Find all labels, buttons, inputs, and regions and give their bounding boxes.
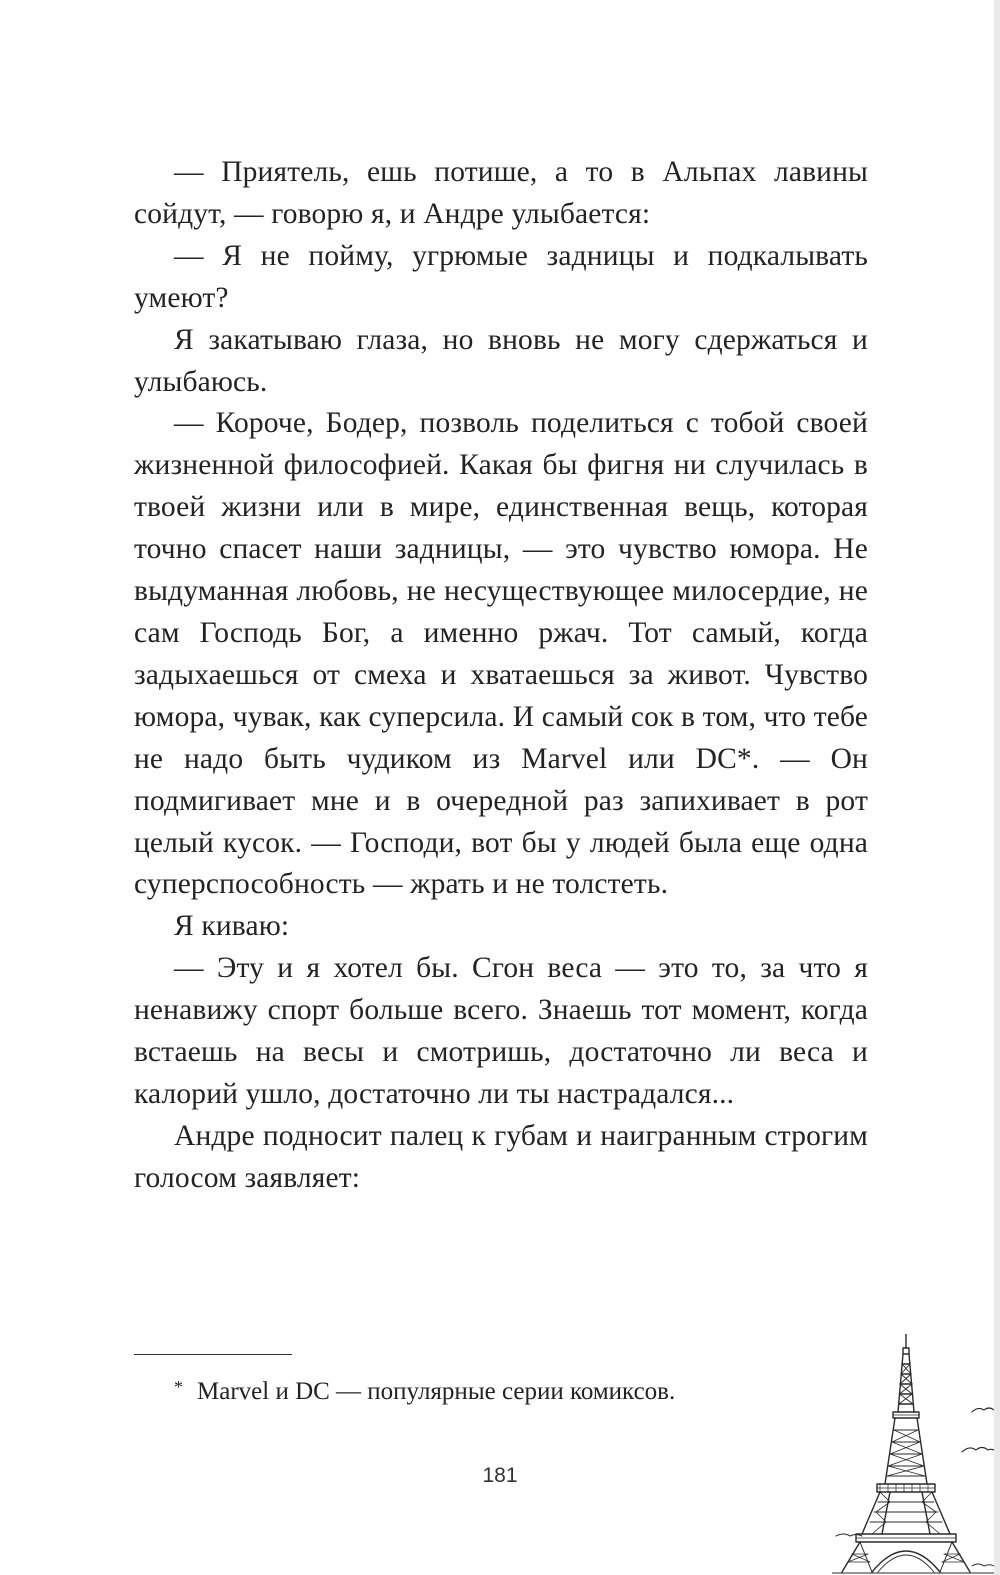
paragraph-7: Андре подносит палец к губам и наигранным строгим голосом заявляет:	[134, 1119, 868, 1194]
page-number: 181	[482, 1464, 518, 1487]
footnote-text: Marvel и DC — популярные серии комиксов.	[197, 1378, 676, 1405]
page-edge	[994, 0, 1000, 1575]
footnote-mark: *	[174, 1377, 183, 1397]
paragraph-2: — Я не пойму, угрюмые задницы и подкалывать умеют?	[134, 239, 868, 314]
footnote-divider	[134, 1354, 292, 1355]
main-text	[134, 152, 868, 1200]
paragraph-3: Я закатываю глаза, но вновь не могу сдержаться и улыбаюсь.	[134, 323, 868, 398]
paragraph-1: — Приятель, ешь потише, а то в Альпах лавины сойдут, — говорю я, и Андре улыбается:	[134, 156, 868, 230]
paragraph-5: Я киваю:	[174, 910, 290, 943]
eiffel-tower-icon	[832, 1334, 1000, 1575]
paragraph-6: — Эту и я хотел бы. Сгон веса — это то, за что я ненавижу спорт больше всего. Знаешь тот момент, когда встаешь на весы и смотришь, достаточно ли веса и калорий ушло, достаточно ли ты настрадался...	[134, 952, 868, 1110]
footnote	[174, 1370, 824, 1409]
paragraph-4: — Короче, Бодер, позволь поделиться с тобой своей жизненной философией. Какая бы фигня ни случилась в твоей жизни или в мире, единственная вещь, которая точно спасет наши задницы, — это чувство юмора. Не выдуманная любовь, не несуществующее милосердие, не сам Господь Бог, а именно ржач. Тот самый, когда задыхаешься от смеха и хватаешься за живот. Чувство юмора, чувак, как суперсила. И самый сок в том, что тебе не надо быть чудиком из Marvel или DC*. — Он подмигивает мне и в очередной раз запихивает в рот целый кусок. — Господи, вот бы у людей была еще одна суперспособность — жрать и не толстеть.	[134, 407, 868, 901]
